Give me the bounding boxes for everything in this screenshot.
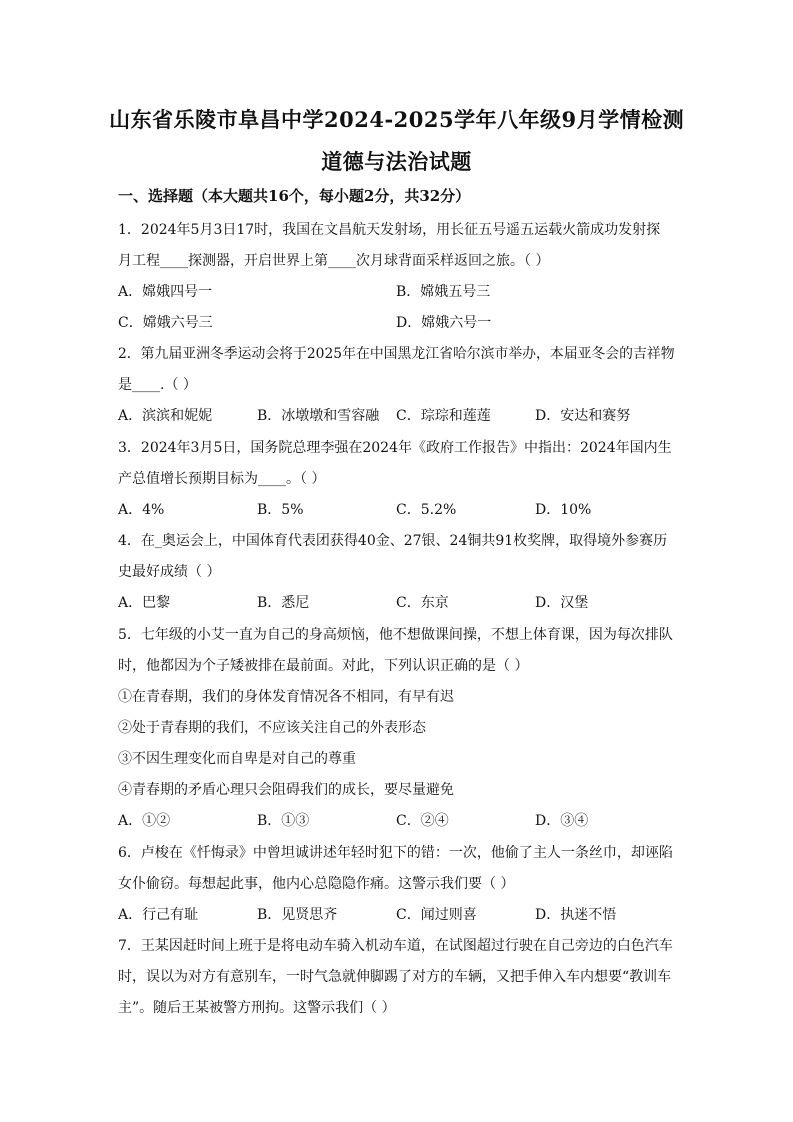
question-4-line-2: 史最好成绩（ ） [118,564,221,580]
question-3-line-1: 3．2024年3月5日，国务院总理李强在2024年《政府工作报告》中指出：2024年国内生 [118,440,672,456]
question-2-option-c: C．琮琮和莲莲 [396,408,491,424]
question-5-line-2: 时，他都因为个子矮被排在最前面。对此，下列认识正确的是（ ） [118,658,529,674]
question-3-option-c: C．5.2% [396,502,457,518]
question-7-line-2: 时，误以为对方有意别车，一时气急就伸脚踢了对方的车辆，又把手伸入车内想要“教训车 [118,969,672,985]
question-1-line-2: 月工程____探测器，开启世界上第____次月球背面采样返回之旅。（ ） [118,253,550,269]
question-1-option-a: A．嫦娥四号一 [118,284,213,300]
question-2-option-b: B．冰墩墩和雪容融 [257,408,380,424]
exam-title: 山东省乐陵市阜昌中学2024-2025学年八年级9月学情检测 [108,107,684,132]
question-3-option-b: B．5% [257,502,304,518]
question-6-option-c: C．闻过则喜 [396,907,477,923]
question-1-option-d: D．嫦娥六号一 [396,315,492,331]
question-2-option-d: D．安达和赛努 [535,408,631,424]
question-4-line-1: 4．在_奥运会上，中国体育代表团获得40金、27银、24铜共91枚奖牌，取得境外参赛历 [118,533,668,549]
exam-subtitle: 道德与法治试题 [321,149,472,174]
question-3-line-2: 产总值增长预期目标为____。（ ） [118,471,326,487]
question-4-option-d: D．汉堡 [535,595,589,611]
question-2-line-1: 2．第九届亚洲冬季运动会将于2025年在中国黑龙江省哈尔滨市举办，本届亚冬会的吉祥物 [118,346,675,362]
question-5-statement-3: ③不因生理变化而自卑是对自己的尊重 [118,751,356,767]
question-5-statement-1: ①在青春期，我们的身体发育情况各不相同，有早有迟 [118,689,454,705]
question-5-option-c: C．②④ [396,813,449,829]
question-6-option-a: A．行己有耻 [118,907,199,923]
question-5-option-d: D．③④ [535,813,589,829]
question-4-option-c: C．东京 [396,595,449,611]
question-2-line-2: 是____.（ ） [118,377,197,393]
question-5-line-1: 5．七年级的小艾一直为自己的身高烦恼，他不想做课间操，不想上体育课，因为每次排队 [118,627,673,643]
question-6-option-d: D．执迷不悟 [535,907,617,923]
question-5-option-a: A．①② [118,813,171,829]
question-1-option-c: C．嫦娥六号三 [118,315,213,331]
question-3-option-d: D．10% [535,502,592,518]
question-6-line-1: 6．卢梭在《忏悔录》中曾坦诚讲述年轻时犯下的错：一次，他偷了主人一条丝巾，却诬陷 [118,845,673,861]
question-6-line-2: 女仆偷窃。每想起此事，他内心总隐隐作痛。这警示我们要（ ） [118,876,515,892]
question-5-option-b: B．①③ [257,813,310,829]
question-5-statement-2: ②处于青春期的我们，不应该关注自己的外表形态 [118,720,426,736]
question-3-option-a: A．4% [118,502,165,518]
question-5-statement-4: ④青春期的矛盾心理只会阻碍我们的成长，要尽量避免 [118,782,454,798]
question-7-line-1: 7．王某因赶时间上班于是将电动车骑入机动车道，在试图超过行驶在自己旁边的白色汽车 [118,938,673,954]
question-4-option-b: B．悉尼 [257,595,310,611]
question-6-option-b: B．见贤思齐 [257,907,338,923]
question-1-option-b: B．嫦娥五号三 [396,284,491,300]
question-1-line-1: 1．2024年5月3日17时，我国在文昌航天发射场，用长征五号遥五运载火箭成功发射探 [118,222,661,238]
question-2-option-a: A．滨滨和妮妮 [118,408,213,424]
section-header: 一、选择题（本大题共16个，每小题2分，共32分） [118,187,471,205]
question-4-option-a: A．巴黎 [118,595,171,611]
question-7-line-3: 主”。随后王某被警方刑拘。这警示我们（ ） [118,1000,396,1016]
